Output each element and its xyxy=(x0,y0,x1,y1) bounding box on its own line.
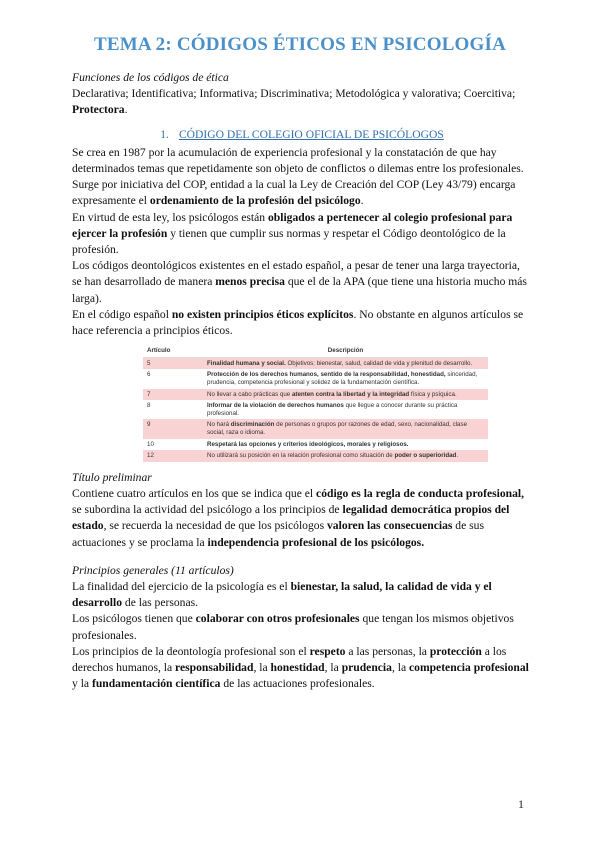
table-row xyxy=(143,439,488,451)
section1-p2 xyxy=(72,177,532,209)
section1-p4 xyxy=(72,258,532,307)
section1-p5 xyxy=(72,307,532,339)
text-run: se subordina la actividad del psicólogo a los principios de xyxy=(72,503,343,517)
row-desc xyxy=(203,389,488,401)
text-run: y la xyxy=(72,677,92,691)
text-run: En virtud de esta ley, los psicólogos están xyxy=(72,210,268,224)
text-run: En el código español xyxy=(72,307,172,321)
bold-run: independencia profesional de los psicólogos. xyxy=(207,535,425,549)
bold-run: menos precisa xyxy=(215,275,285,289)
row-text: que llegue a conocer durante su práctica profesional. xyxy=(207,402,458,417)
bold-run: código es la regla de conducta profesional, xyxy=(316,486,524,500)
row-num: 8 xyxy=(143,400,203,419)
funciones-end: . xyxy=(124,103,128,117)
section1-heading xyxy=(72,127,532,143)
col-article-header: Artículo xyxy=(143,345,203,357)
text-run: . No obstante en algunos artículos se hace referencia a principios éticos. xyxy=(72,307,524,338)
table-row xyxy=(143,357,488,369)
text-run: La finalidad del ejercicio de la psicología es el xyxy=(72,580,291,593)
bold-run: bienestar, la salud, la calidad de vida y el desarrollo xyxy=(72,580,492,610)
bold-run: respeto xyxy=(309,644,346,658)
table-row xyxy=(143,419,488,438)
row-num: 7 xyxy=(143,389,203,401)
row-pre: No llevar a cabo prácticas que xyxy=(207,390,292,398)
text-run: que el de la APA (que tiene una historia mucho más larga). xyxy=(72,275,527,305)
col-desc-header: Descripción xyxy=(203,345,488,357)
text-run: Los códigos deontológicos existentes en el estado español, a pesar de tener una larga trayectoria, se han desarrollado de manera xyxy=(72,259,520,289)
row-pre: No hará xyxy=(207,421,231,429)
row-bold: atenten contra la libertad y la integridad xyxy=(291,390,410,398)
row-desc xyxy=(203,419,488,438)
text-run: Surge por iniciativa del COP, entidad a la cual la Ley de Creación del COP (Ley 43/79) encarga expresamente el xyxy=(72,178,516,208)
row-num: 5 xyxy=(143,357,203,369)
row-desc xyxy=(203,450,488,462)
principios-p2 xyxy=(72,611,532,643)
text-run: de las personas. xyxy=(122,596,199,610)
row-text: Objetivos: bienestar, salud, calidad de vida y plenitud de desarrollo. xyxy=(285,359,473,367)
funciones-list xyxy=(72,86,532,118)
section1-p3 xyxy=(72,210,532,259)
row-bold: Respetará las opciones y criterios ideológicos, morales y religiosos. xyxy=(207,440,409,448)
row-text: de personas o grupos por razones de edad, sexo, nacionalidad, clase social, raza o idioma. xyxy=(207,421,468,436)
section1-number: 1. xyxy=(160,127,169,141)
bold-run: ordenamiento de la profesión del psicólogo xyxy=(149,194,361,208)
bold-run: legalidad democrática propios del estado xyxy=(72,503,510,533)
row-text: física y psíquica. xyxy=(409,390,457,398)
row-bold: Protección de los derechos humanos, sentido de la responsabilidad, honestidad, xyxy=(207,371,446,379)
row-num: 9 xyxy=(143,419,203,438)
bold-run: protección xyxy=(429,644,482,658)
row-text: . xyxy=(456,452,459,460)
row-desc xyxy=(203,400,488,419)
table-row xyxy=(143,450,488,462)
row-bold: Finalidad humana y social. xyxy=(207,359,286,367)
row-text: sinceridad, prudencia, competencia profesional y solidez de la fundamentación científica. xyxy=(207,371,478,387)
table-row xyxy=(143,389,488,401)
page-number: 1 xyxy=(518,797,524,811)
text-run: , la xyxy=(391,661,409,675)
articles-table xyxy=(143,345,488,462)
row-num: 10 xyxy=(143,439,203,451)
row-desc xyxy=(203,357,488,369)
text-run: . xyxy=(360,194,364,208)
text-run: Los principios de la deontología profesional son el xyxy=(72,644,310,658)
section1-p1: Se crea en 1987 por la acumulación de experiencia profesional y la constatación de que hay determinados temas que repetidamente son objeto de conflictos o dilemas entre los profesionales. xyxy=(72,145,524,176)
text-run: , la xyxy=(324,661,342,675)
text-run: a las personas, la xyxy=(345,644,430,658)
row-pre: No utilizará su posición en la relación profesional como situación de xyxy=(207,452,395,460)
principios-p3 xyxy=(72,644,532,693)
funciones-bold: Protectora xyxy=(72,103,125,117)
document-title: TEMA 2: CÓDIGOS ÉTICOS EN PSICOLOGÍA xyxy=(93,34,507,55)
bold-run: obligados a pertenecer al colegio profesional para ejercer la profesión xyxy=(72,210,513,240)
bold-run: honestidad xyxy=(270,661,325,675)
bold-run: valoren las consecuencias xyxy=(327,519,453,533)
text-run: Los psicólogos tienen que xyxy=(72,612,196,626)
row-desc xyxy=(203,369,488,388)
row-num: 6 xyxy=(143,369,203,388)
funciones-text: Declarativa; Identificativa; Informativa; Discriminativa; Metodológica y valorativa; Coercitiva; xyxy=(72,87,516,101)
row-bold: poder o superioridad xyxy=(394,452,457,460)
principios-heading: Principios generales (11 artículos) xyxy=(72,563,234,577)
text-run: , se recuerda la necesidad de que los psicólogos xyxy=(103,519,327,533)
bold-run: colaborar con otros profesionales xyxy=(195,612,360,626)
principios-p1 xyxy=(72,579,532,611)
section1-label: CÓDIGO DEL COLEGIO OFICIAL DE PSICÓLOGOS xyxy=(178,127,444,141)
row-bold: Informar de la violación de derechos humanos xyxy=(207,402,344,410)
document-body xyxy=(72,70,532,692)
row-desc xyxy=(203,439,488,451)
bold-run: fundamentación científica xyxy=(91,677,221,691)
bold-run: no existen principios éticos explícitos xyxy=(171,307,354,321)
text-run: y tienen que cumplir sus normas y respetar el Código deontológico de la profesión. xyxy=(72,226,506,257)
table-row xyxy=(143,400,488,419)
bold-run: responsabilidad xyxy=(175,661,254,675)
row-num: 12 xyxy=(143,450,203,462)
bold-run: competencia profesional xyxy=(409,661,529,675)
table-header-row xyxy=(143,345,488,357)
text-run: Contiene cuatro artículos en los que se indica que el xyxy=(72,486,317,500)
bold-run: prudencia xyxy=(341,661,392,675)
text-run: a los derechos humanos, la xyxy=(72,644,507,675)
text-run: que tengan los mismos objetivos profesionales. xyxy=(72,612,514,642)
text-run: de las actuaciones profesionales. xyxy=(220,677,375,691)
text-run: , la xyxy=(253,661,271,675)
text-run: de sus actuaciones y se proclama la xyxy=(72,519,484,549)
table-row xyxy=(143,369,488,388)
titulo-preliminar-text xyxy=(72,486,532,551)
titulo-preliminar-heading: Título preliminar xyxy=(72,470,152,484)
funciones-heading: Funciones de los códigos de ética xyxy=(72,71,229,84)
row-bold: discriminación xyxy=(230,421,275,429)
